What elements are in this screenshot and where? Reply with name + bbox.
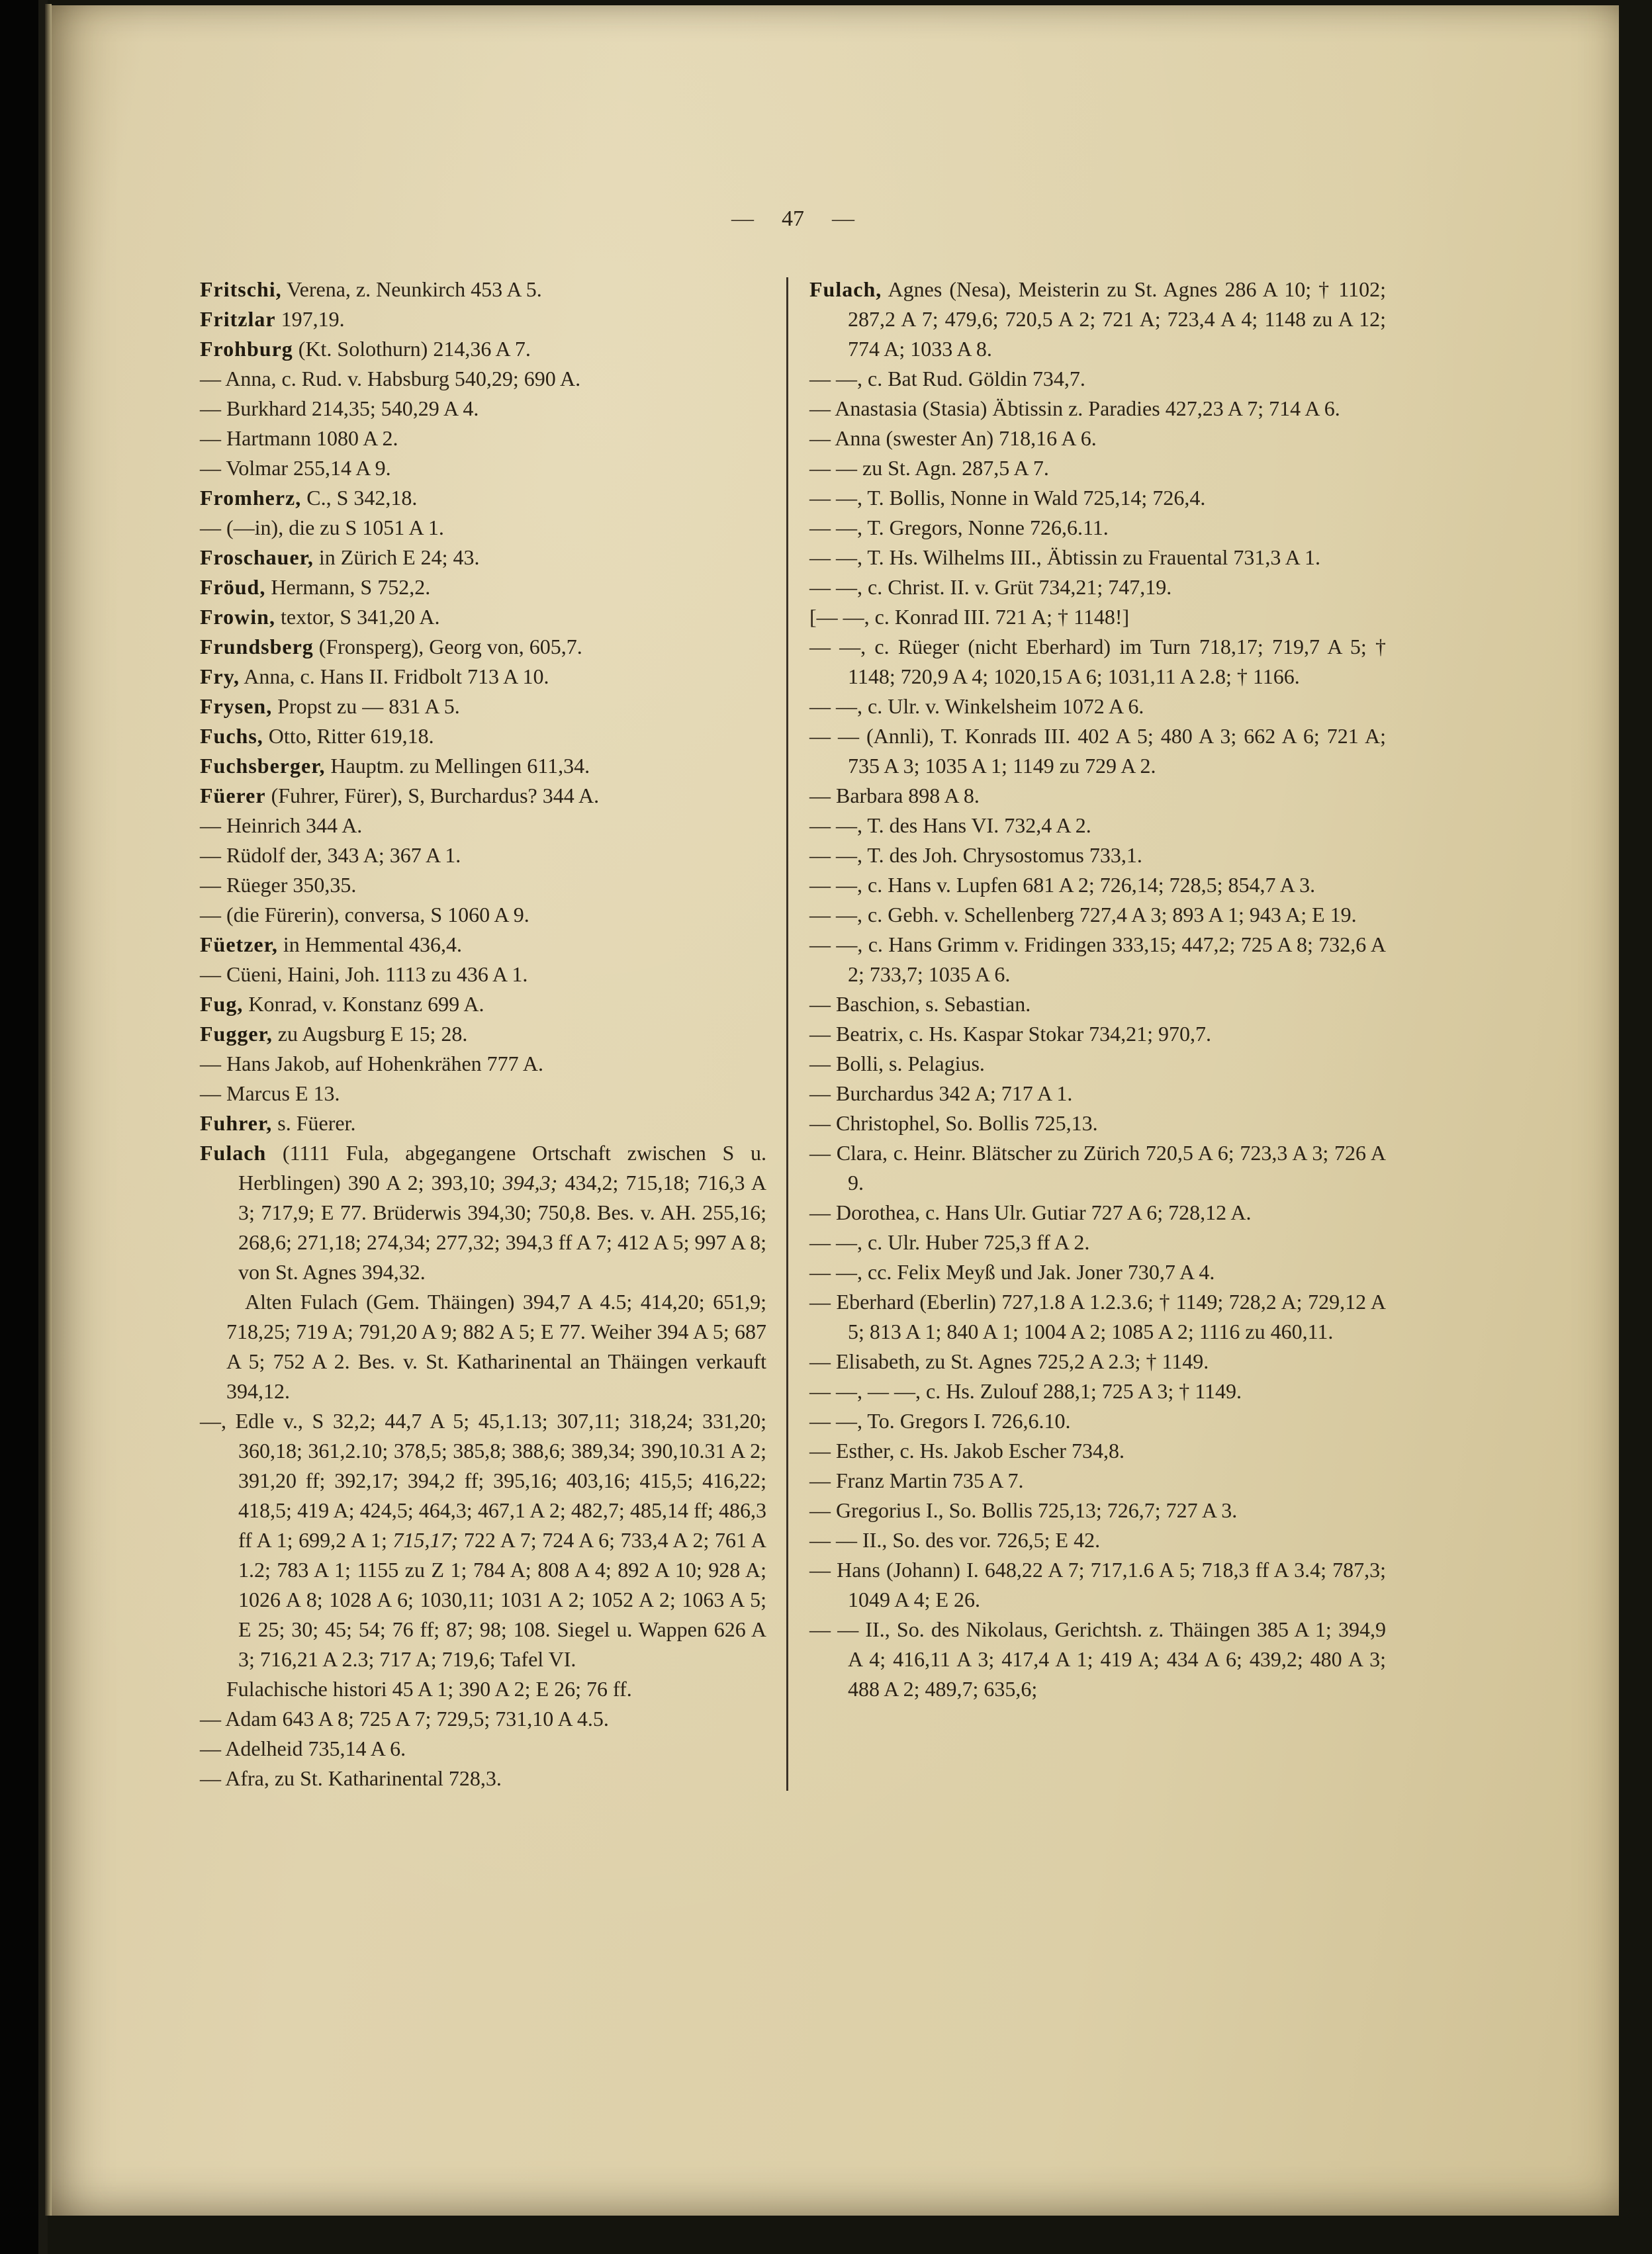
entry-segment: — Clara, c. Heinr. Blätscher zu Zürich 720,5 A 6; 723,3 A 3; 726 A 9. xyxy=(809,1141,1386,1195)
index-entry xyxy=(809,543,1386,572)
entry-segment: — —, c. Ulr. v. Winkelsheim 1072 A 6. xyxy=(809,694,1144,718)
entry-segment: Otto, Ritter 619,18. xyxy=(263,724,434,748)
index-entry xyxy=(809,453,1386,483)
entry-segment: — Elisabeth, zu St. Agnes 725,2 A 2.3; † 1149. xyxy=(809,1349,1209,1373)
index-entry xyxy=(809,1079,1386,1108)
index-entry xyxy=(809,1257,1386,1287)
entry-segment: Fulachische histori 45 A 1; 390 A 2; E 26; 76 ff. xyxy=(226,1677,632,1701)
entry-segment: — —, c. Bat Rud. Göldin 734,7. xyxy=(809,367,1085,390)
entry-segment: (Fuhrer, Fürer), S, Burchardus? 344 A. xyxy=(265,784,600,807)
index-entry xyxy=(200,1704,766,1734)
index-entry xyxy=(200,662,766,692)
entry-segment: — Adelheid 735,14 A 6. xyxy=(200,1736,406,1760)
index-entry xyxy=(200,1108,766,1138)
entry-segment: Hermann, S 752,2. xyxy=(265,575,431,599)
entry-segment: — Volmar 255,14 A 9. xyxy=(200,456,391,480)
entry-segment: textor, S 341,20 A. xyxy=(275,605,440,629)
entry-segment: Fulach xyxy=(200,1141,267,1165)
entry-segment: — Franz Martin 735 A 7. xyxy=(809,1468,1024,1492)
index-entry xyxy=(200,1406,766,1674)
entry-segment: — —, c. Christ. II. v. Grüt 734,21; 747,19. xyxy=(809,575,1172,599)
index-entry xyxy=(200,453,766,483)
entry-segment: (Kt. Solothurn) 214,36 A 7. xyxy=(293,337,531,361)
index-entry xyxy=(200,275,766,304)
index-entry xyxy=(809,1525,1386,1555)
entry-segment: Füetzer, xyxy=(200,932,278,956)
entry-segment: — Hans (Johann) I. 648,22 A 7; 717,1.6 A 5; 718,3 ff A 3.4; 787,3; 1049 A 4; E 26. xyxy=(809,1558,1386,1611)
index-entry xyxy=(809,1436,1386,1466)
entry-segment: — — II., So. des vor. 726,5; E 42. xyxy=(809,1528,1101,1552)
index-entry xyxy=(200,572,766,602)
index-entry xyxy=(200,543,766,572)
entry-segment: — Burkhard 214,35; 540,29 A 4. xyxy=(200,396,479,420)
index-entry xyxy=(809,1108,1386,1138)
index-entry xyxy=(809,1138,1386,1198)
entry-segment: Propst zu — 831 A 5. xyxy=(272,694,460,718)
index-entry xyxy=(200,394,766,424)
index-columns xyxy=(200,275,1386,1793)
entry-segment: — —, T. des Hans VI. 732,4 A 2. xyxy=(809,813,1091,837)
index-entry xyxy=(809,1228,1386,1257)
entry-segment: zu Augsburg E 15; 28. xyxy=(272,1022,468,1046)
index-entry xyxy=(200,632,766,662)
index-entry xyxy=(809,692,1386,721)
index-entry xyxy=(200,781,766,811)
entry-segment: — Barbara 898 A 8. xyxy=(809,784,980,807)
index-entry xyxy=(200,930,766,960)
entry-segment: — Baschion, s. Sebastian. xyxy=(809,992,1031,1016)
index-entry xyxy=(809,1287,1386,1347)
index-entry xyxy=(809,424,1386,453)
index-entry xyxy=(200,811,766,840)
entry-segment: s. Füerer. xyxy=(272,1111,356,1135)
entry-segment: — —, cc. Felix Meyß und Jak. Joner 730,7 A 4. xyxy=(809,1260,1215,1284)
entry-segment: Froschauer, xyxy=(200,545,314,569)
index-entry xyxy=(200,840,766,870)
page-edge xyxy=(45,4,52,2216)
entry-segment: — —, c. Hans Grimm v. Fridingen 333,15; 447,2; 725 A 8; 732,6 A 2; 733,7; 1035 A 6. xyxy=(809,932,1386,986)
entry-segment: Frysen, xyxy=(200,694,273,718)
entry-segment: — Burchardus 342 A; 717 A 1. xyxy=(809,1081,1073,1105)
index-entry xyxy=(809,1496,1386,1525)
entry-segment: — (die Fürerin), conversa, S 1060 A 9. xyxy=(200,903,529,926)
entry-segment: — —, T. Hs. Wilhelms III., Äbtissin zu Frauental 731,3 A 1. xyxy=(809,545,1320,569)
entry-segment: — Anna, c. Rud. v. Habsburg 540,29; 690 A. xyxy=(200,367,581,390)
page-number-dash-right: — xyxy=(832,206,854,231)
index-entry xyxy=(809,721,1386,781)
entry-segment: — Adam 643 A 8; 725 A 7; 729,5; 731,10 A 4.5. xyxy=(200,1707,609,1731)
entry-segment: Frowin, xyxy=(200,605,275,629)
page-number-value: 47 xyxy=(782,206,804,231)
entry-segment: — —, c. Ulr. Huber 725,3 ff A 2. xyxy=(809,1230,1090,1254)
entry-segment: — —, — —, c. Hs. Zulouf 288,1; 725 A 3; † 1149. xyxy=(809,1379,1242,1403)
entry-segment: C., S 342,18. xyxy=(301,486,418,510)
index-entry xyxy=(809,513,1386,543)
index-entry xyxy=(200,989,766,1019)
index-entry xyxy=(809,811,1386,840)
entry-segment: — Christophel, So. Bollis 725,13. xyxy=(809,1111,1098,1135)
index-entry xyxy=(809,1049,1386,1079)
index-entry xyxy=(200,960,766,989)
entry-segment: — Bolli, s. Pelagius. xyxy=(809,1052,985,1075)
entry-segment: [— —, c. Konrad III. 721 A; † 1148!] xyxy=(809,605,1130,629)
index-entry xyxy=(200,424,766,453)
index-entry xyxy=(200,721,766,751)
index-entry xyxy=(809,1615,1386,1704)
entry-segment: — Rüdolf der, 343 A; 367 A 1. xyxy=(200,843,461,867)
index-entry xyxy=(809,1406,1386,1436)
index-entry xyxy=(809,483,1386,513)
index-entry xyxy=(200,1079,766,1108)
index-entry xyxy=(809,632,1386,692)
text-block xyxy=(200,204,1386,1793)
index-entry xyxy=(200,870,766,900)
index-entry xyxy=(809,275,1386,364)
index-entry xyxy=(809,394,1386,424)
entry-segment: Fuhrer, xyxy=(200,1111,273,1135)
entry-segment: Fritschi, xyxy=(200,277,282,301)
index-column-right xyxy=(809,275,1386,1793)
entry-segment: — —, To. Gregors I. 726,6.10. xyxy=(809,1409,1071,1433)
entry-segment: — — (Annli), T. Konrads III. 402 A 5; 480 A 3; 662 A 6; 721 A; 735 A 3; 1035 A 1; 1149 zu 729 A 2. xyxy=(809,724,1386,778)
entry-segment: 197,19. xyxy=(275,307,345,331)
index-entry xyxy=(809,1376,1386,1406)
entry-segment: Anna, c. Hans II. Fridbolt 713 A 10. xyxy=(239,664,549,688)
entry-segment: — (—in), die zu S 1051 A 1. xyxy=(200,516,444,539)
index-entry xyxy=(200,1764,766,1793)
entry-segment: Frundsberg xyxy=(200,635,314,658)
entry-segment: Füerer xyxy=(200,784,266,807)
index-entry xyxy=(809,1555,1386,1615)
entry-segment: (Fronsperg), Georg von, 605,7. xyxy=(313,635,582,658)
page-number-dash-left: — xyxy=(731,206,754,231)
entry-segment: — —, c. Rüeger (nicht Eberhard) im Turn 718,17; 719,7 A 5; † 1148; 720,9 A 4; 1020,15 A 6; 1031,11 A 2.8; † 1166. xyxy=(809,635,1386,688)
entry-segment: — —, T. Gregors, Nonne 726,6.11. xyxy=(809,516,1109,539)
entry-segment: — Hans Jakob, auf Hohenkrähen 777 A. xyxy=(200,1052,543,1075)
column-divider xyxy=(786,277,788,1791)
book-page xyxy=(52,5,1619,2216)
index-entry xyxy=(200,751,766,781)
index-entry xyxy=(809,930,1386,989)
entry-segment: Fröud, xyxy=(200,575,266,599)
entry-segment: 722 A 7; 724 A 6; 733,4 A 2; 761 A 1.2; 783 A 1; 1155 zu Z 1; 784 A; 808 A 4; 892 A 10; 928 A; 1026 A 8; 1028 A 6; 1030,11; 1031 A 2; 1052 A 2; 1063 A 5; E 25; 30; 45; 54; 76 ff; 87; 98; 108. Siegel u. Wappen 626 A 3; 716,21 A 2.3; 717 A; 719,6; Tafel VI. xyxy=(238,1528,767,1671)
entry-segment: — —, c. Gebh. v. Schellenberg 727,4 A 3; 893 A 1; 943 A; E 19. xyxy=(809,903,1357,926)
index-entry xyxy=(809,989,1386,1019)
entry-segment: Konrad, v. Konstanz 699 A. xyxy=(243,992,484,1016)
entry-segment: Fulach, xyxy=(809,277,882,301)
entry-segment: — —, T. Bollis, Nonne in Wald 725,14; 726,4. xyxy=(809,486,1206,510)
entry-segment: — Anastasia (Stasia) Äbtissin z. Paradies 427,23 A 7; 714 A 6. xyxy=(809,396,1340,420)
index-entry xyxy=(809,1347,1386,1376)
entry-segment: Fuchs, xyxy=(200,724,263,748)
entry-segment: Fugger, xyxy=(200,1022,273,1046)
index-entry xyxy=(809,870,1386,900)
entry-segment: — Afra, zu St. Katharinental 728,3. xyxy=(200,1766,502,1790)
index-entry xyxy=(200,1287,766,1406)
index-column-left xyxy=(200,275,766,1793)
entry-segment: 394,3; xyxy=(502,1171,558,1195)
index-entry xyxy=(200,1049,766,1079)
index-entry xyxy=(200,1019,766,1049)
entry-segment: — Cüeni, Haini, Joh. 1113 zu 436 A 1. xyxy=(200,962,528,986)
index-entry xyxy=(200,602,766,632)
entry-segment: — Anna (swester An) 718,16 A 6. xyxy=(809,426,1097,450)
index-entry xyxy=(200,364,766,394)
entry-segment: Fuchsberger, xyxy=(200,754,326,778)
entry-segment: —, Edle v., S 32,2; 44,7 A 5; 45,1.13; 307,11; 318,24; 331,20; 360,18; 361,2.10; 378,5; 385,8; 388,6; 389,34; 390,10.31 A 2; 391,20 ff; 392,17; 394,2 ff; 395,16; 403,16; 415,5; 416,22; 418,5; 419 A; 424,5; 464,3; 467,1 A 2; 482,7; 485,14 ff; 486,3 ff A 1; 699,2 A 1; xyxy=(200,1409,766,1552)
index-entry xyxy=(809,900,1386,930)
index-entry xyxy=(200,334,766,364)
entry-segment: — Esther, c. Hs. Jakob Escher 734,8. xyxy=(809,1439,1124,1463)
index-entry xyxy=(809,781,1386,811)
entry-segment: 434,2; 715,18; 716,3 A 3; 717,9; E 77. Brüderwis 394,30; 750,8. Bes. v. AH. 255,16; 268,6; 271,18; 274,34; 277,32; 394,3 ff A 7; 412 A 5; 997 A 8; von St. Agnes 394,32. xyxy=(238,1171,767,1284)
entry-segment: — Hartmann 1080 A 2. xyxy=(200,426,398,450)
index-entry xyxy=(200,900,766,930)
index-entry xyxy=(809,1019,1386,1049)
entry-segment: Hauptm. zu Mellingen 611,34. xyxy=(325,754,590,778)
index-entry xyxy=(809,572,1386,602)
index-entry xyxy=(200,692,766,721)
entry-segment: — —, T. des Joh. Chrysostomus 733,1. xyxy=(809,843,1142,867)
index-entry xyxy=(200,1138,766,1287)
entry-segment: — Marcus E 13. xyxy=(200,1081,340,1105)
entry-segment: Fromherz, xyxy=(200,486,302,510)
entry-segment: — Eberhard (Eberlin) 727,1.8 A 1.2.3.6; † 1149; 728,2 A; 729,12 A 5; 813 A 1; 840 A 1; 1004 A 2; 1085 A 2; 1116 zu 460,11. xyxy=(809,1290,1386,1343)
entry-segment: Agnes (Nesa), Meisterin zu St. Agnes 286 A 10; † 1102; 287,2 A 7; 479,6; 720,5 A 2; 721 A; 723,4 A 4; 1148 zu A 12; 774 A; 1033 A 8. xyxy=(848,277,1386,361)
index-entry xyxy=(809,602,1386,632)
page-number xyxy=(200,204,1386,234)
entry-segment: — — zu St. Agn. 287,5 A 7. xyxy=(809,456,1049,480)
index-entry xyxy=(200,513,766,543)
entry-segment: Frohburg xyxy=(200,337,293,361)
entry-segment: (1111 Fula, abgegangene Ortschaft zwischen S u. Herblingen) 390 A 2; 393,10; xyxy=(238,1141,766,1195)
entry-segment: — Dorothea, c. Hans Ulr. Gutiar 727 A 6; 728,12 A. xyxy=(809,1200,1252,1224)
entry-segment: Fritzlar xyxy=(200,307,276,331)
entry-segment: — Rüeger 350,35. xyxy=(200,873,357,897)
index-entry xyxy=(809,364,1386,394)
entry-segment: Alten Fulach (Gem. Thäingen) 394,7 A 4.5; 414,20; 651,9; 718,25; 719 A; 791,20 A 9; 882 A 5; E 77. Weiher 394 A 5; 687 A 5; 752 A 2. Bes. v. St. Katharinental an Thäingen verkauft 394,12. xyxy=(226,1290,766,1403)
entry-segment: Fry, xyxy=(200,664,240,688)
entry-segment: 715,17; xyxy=(392,1528,459,1552)
index-entry xyxy=(809,1198,1386,1228)
index-entry xyxy=(200,1674,766,1704)
entry-segment: — —, c. Hans v. Lupfen 681 A 2; 726,14; 728,5; 854,7 A 3. xyxy=(809,873,1316,897)
entry-segment: — Heinrich 344 A. xyxy=(200,813,363,837)
entry-segment: in Hemmental 436,4. xyxy=(277,932,463,956)
index-entry xyxy=(809,840,1386,870)
index-entry xyxy=(200,304,766,334)
entry-segment: Verena, z. Neunkirch 453 A 5. xyxy=(281,277,542,301)
entry-segment: in Zürich E 24; 43. xyxy=(313,545,480,569)
index-entry xyxy=(200,483,766,513)
entry-segment: — Beatrix, c. Hs. Kaspar Stokar 734,21; 970,7. xyxy=(809,1022,1212,1046)
index-entry xyxy=(809,1466,1386,1496)
entry-segment: Fug, xyxy=(200,992,244,1016)
entry-segment: — Gregorius I., So. Bollis 725,13; 726,7; 727 A 3. xyxy=(809,1498,1238,1522)
index-entry xyxy=(200,1734,766,1764)
entry-segment: — — II., So. des Nikolaus, Gerichtsh. z. Thäingen 385 A 1; 394,9 A 4; 416,11 A 3; 417,4 A 1; 419 A; 434 A 6; 439,2; 480 A 3; 488 A 2; 489,7; 635,6; xyxy=(809,1617,1386,1701)
